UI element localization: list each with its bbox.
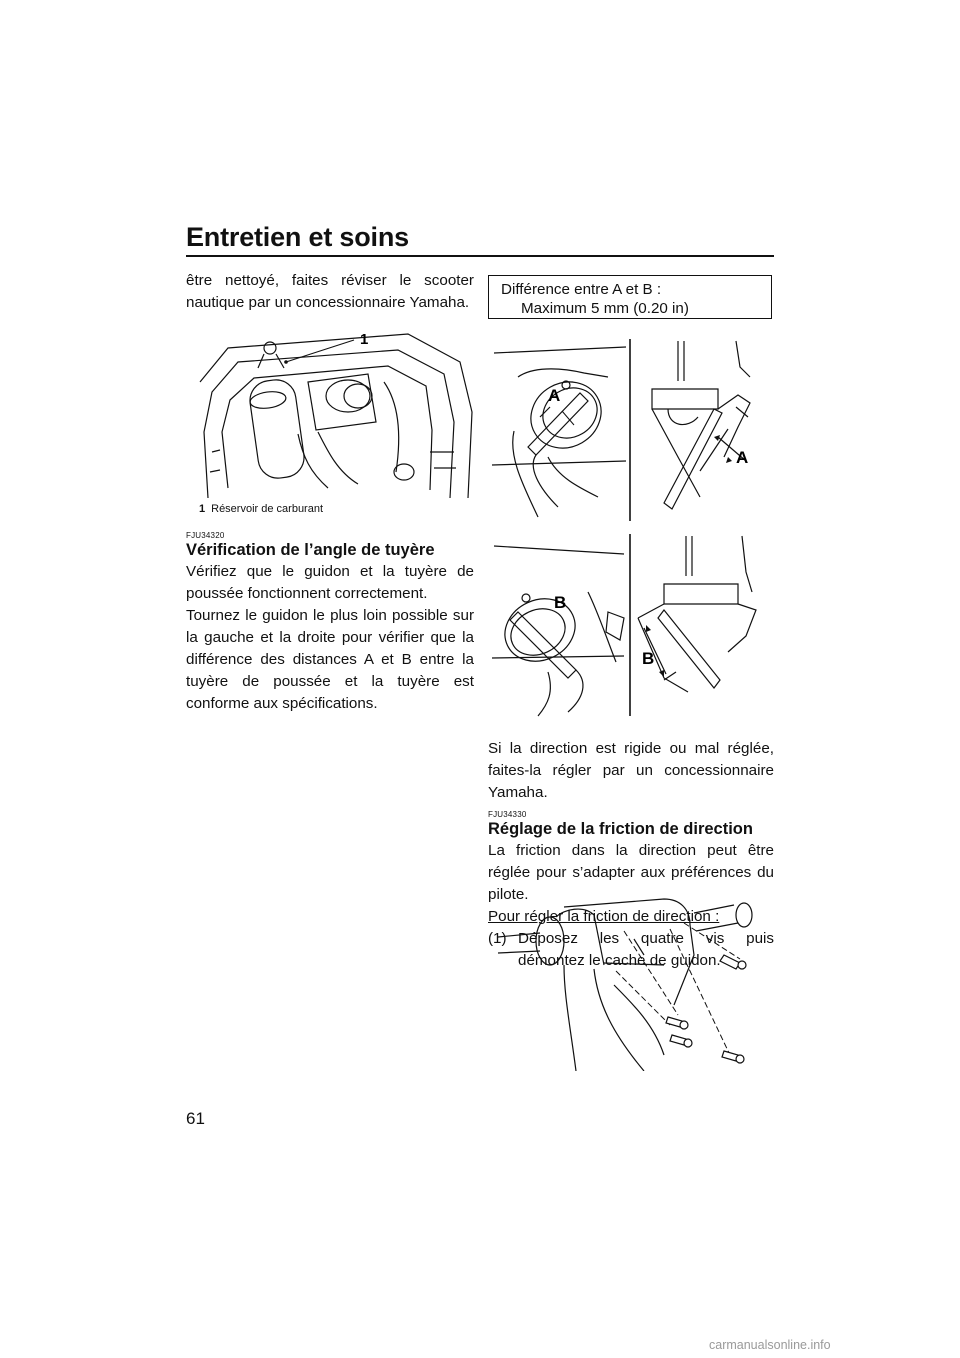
spec-box <box>488 275 772 319</box>
figure1-callout: 1 <box>360 331 369 348</box>
spec-label: Différence entre A et B : <box>501 281 662 298</box>
watermark: carmanualsonline.info <box>709 1338 831 1352</box>
figure1-caption <box>199 503 323 515</box>
caption-text: Réservoir de carburant <box>211 503 324 515</box>
step-1-number: (1) <box>488 930 507 947</box>
section-code: FJU34320 <box>186 531 225 540</box>
nozzle-illustration-b <box>488 532 774 718</box>
section2-code: FJU34330 <box>488 810 527 819</box>
section-heading: Vérification de l’angle de tuyère <box>186 541 435 559</box>
title-rule <box>186 255 774 257</box>
left-column <box>186 270 474 314</box>
section2-paragraph: La friction dans la direction peut être réglée pour s’adapter aux préférences du pilote. <box>488 842 774 903</box>
caption-number: 1 <box>199 503 206 515</box>
handlebar-cover-figure <box>494 895 770 1071</box>
figure-b-label-left: B <box>554 593 567 612</box>
step-1-text: Déposez les quatre vis puis démontez le cache de guidon. <box>518 930 774 969</box>
intro-paragraph: être nettoyé, faites réviser le scooter nautique par un concessionnaire Yamaha. <box>186 272 474 311</box>
section2-heading: Réglage de la friction de direction <box>488 820 753 838</box>
figure-b-label-right: B <box>642 649 655 668</box>
section-paragraph-2: Tournez le guidon le plus loin possible sur la gauche et la droite pour vérifier que la différence des distances A et B entre la tuyère de poussée et la tuyère est conforme aux spécifications. <box>186 607 474 712</box>
fuel-tank-figure <box>198 322 474 500</box>
nozzle-figure-b <box>488 532 774 718</box>
after-figures-paragraph: Si la direction est rigide ou mal réglée, faites-la régler par un concessionnaire Yamaha. <box>488 740 774 801</box>
page-number: 61 <box>186 1109 205 1128</box>
page-title: Entretien et soins <box>186 222 409 252</box>
spec-value: Maximum 5 mm (0.20 in) <box>521 300 689 317</box>
left-section <box>186 525 474 715</box>
section-paragraph-1: Vérifiez que le guidon et la tuyère de poussée fonctionnent correctement. <box>186 563 474 602</box>
handlebar-cover-illustration <box>494 895 770 1071</box>
figure-a-label-right: A <box>736 448 749 467</box>
nozzle-illustration-a <box>488 337 774 523</box>
section2-subheading: Pour régler la friction de direction : <box>488 908 720 925</box>
nozzle-figure-a <box>488 337 774 523</box>
fuel-tank-illustration <box>198 322 474 500</box>
figure-a-label-left: A <box>548 386 561 405</box>
